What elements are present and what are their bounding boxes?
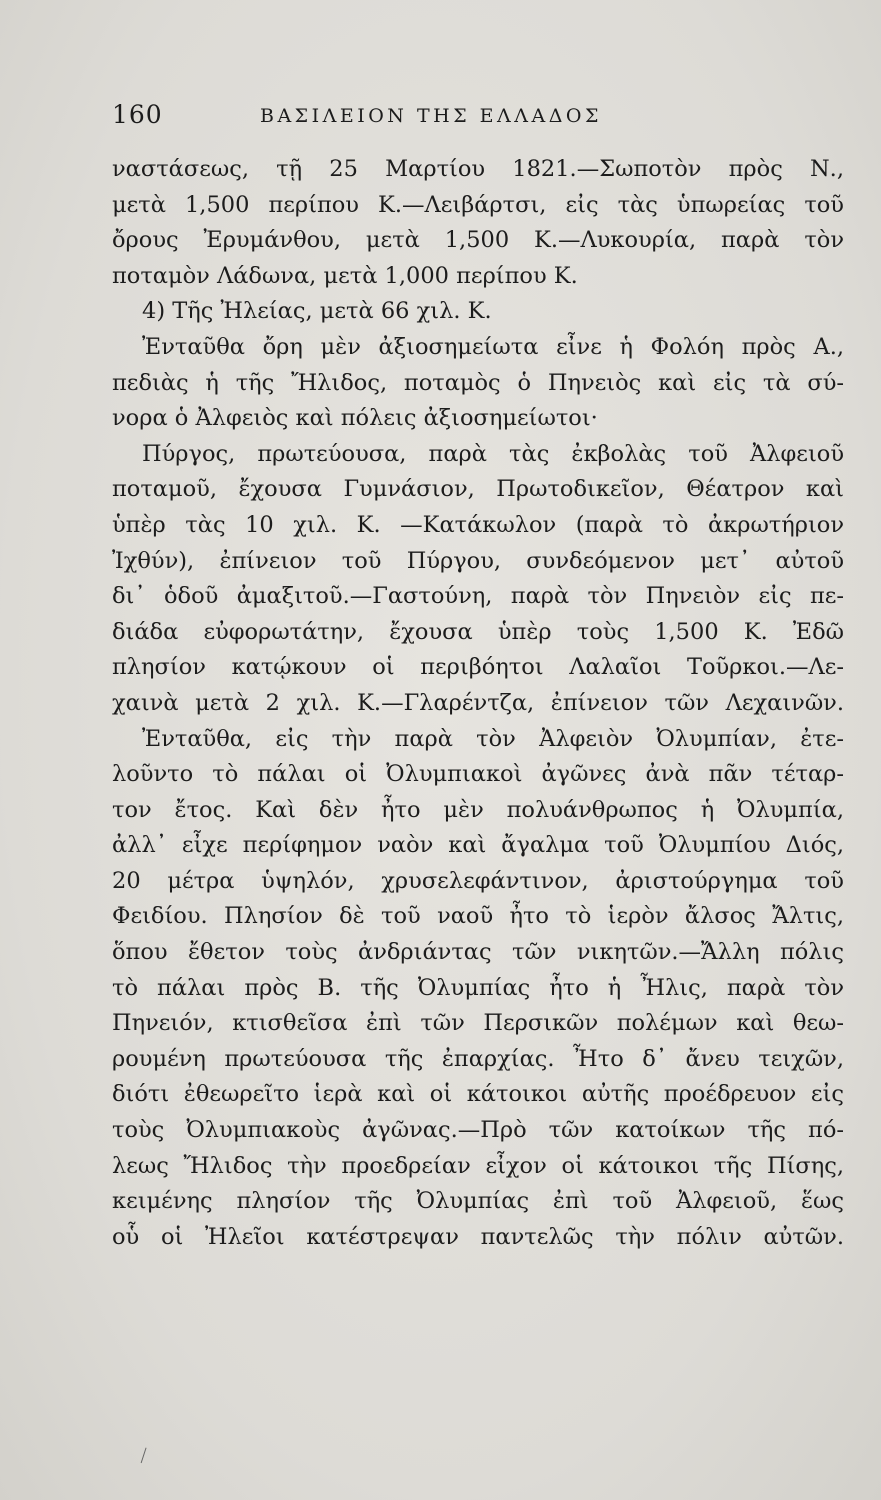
text-line: οὗ οἱ Ἠλεῖοι κατέστρεψαν παντελῶς τὴν πόλιν αὐτῶν. (112, 1223, 844, 1250)
running-head: ΒΑΣΙΛΕΙΟΝ ΤΗΣ ΕΛΛΑΔΟΣ (260, 105, 602, 127)
text-line: Ἰχθύν), ἐπίνειον τοῦ Πύργου, συνδεόμενον μετ᾽ αὐτοῦ (112, 547, 844, 574)
text-line: δι᾽ ὁδοῦ ἀμαξιτοῦ.—Γαστούνη, παρὰ τὸν Πηνειὸν εἰς πε- (112, 583, 844, 610)
text-line: ὄρους Ἐρυμάνθου, μετὰ 1,500 Κ.—Λυκουρία, παρὰ τὸν (112, 227, 844, 254)
text-line: ποταμοῦ, ἔχουσα Γυμνάσιον, Πρωτοδικεῖον, Θέατρον καὶ (112, 476, 844, 503)
text-line: τὸ πάλαι πρὸς Β. τῆς Ὀλυμπίας ἦτο ἡ Ἦλις, παρὰ τὸν (112, 974, 844, 1001)
section-heading: 4) Τῆς Ἠλείας, μετὰ 66 χιλ. Κ. (142, 298, 492, 325)
body-text (112, 152, 844, 1255)
text-line: Ἐνταῦθα ὄρη μὲν ἀξιοσημείωτα εἶνε ἡ Φολόη πρὸς Α., (142, 333, 844, 360)
page-header (112, 100, 842, 140)
text-line: ναστάσεως, τῇ 25 Μαρτίου 1821.—Σωποτὸν πρὸς Ν., (112, 156, 844, 182)
pencil-mark (141, 1448, 151, 1465)
text-line: ὑπὲρ τὰς 10 χιλ. Κ. —Κατάκωλον (παρὰ τὸ ἀκρωτήριον (112, 511, 844, 538)
text-line: νορα ὁ Ἀλφειὸς καὶ πόλεις ἀξιοσημείωτοι· (112, 405, 598, 432)
text-line: χαινὰ μετὰ 2 χιλ. Κ.—Γλαρέντζα, ἐπίνειον τῶν Λεχαινῶν. (112, 689, 844, 716)
text-line: Φειδίου. Πλησίον δὲ τοῦ ναοῦ ἦτο τὸ ἱερὸν ἄλσος Ἄλτις, (112, 903, 844, 930)
text-line: 20 μέτρα ὑψηλόν, χρυσελεφάντινον, ἀριστούργημα τοῦ (112, 867, 844, 894)
text-line: Πηνειόν, κτισθεῖσα ἐπὶ τῶν Περσικῶν πολέμων καὶ θεω- (112, 1010, 844, 1037)
text-line: ρουμένη πρωτεύουσα τῆς ἐπαρχίας. Ἦτο δ᾽ ἄνευ τειχῶν, (112, 1045, 844, 1072)
text-line: λοῦντο τὸ πάλαι οἱ Ὀλυμπιακοὶ ἀγῶνες ἀνὰ πᾶν τέταρ- (112, 761, 844, 788)
text-line: ἀλλ᾽ εἶχε περίφημον ναὸν καὶ ἄγαλμα τοῦ Ὀλυμπίου Διός, (112, 832, 844, 859)
text-line: ὅπου ἔθετον τοὺς ἀνδριάντας τῶν νικητῶν.—Ἄλλη πόλις (112, 939, 844, 966)
text-line: διάδα εὐφορωτάτην, ἔχουσα ὑπὲρ τοὺς 1,500 Κ. Ἐδῶ (112, 618, 844, 645)
text-line: Ἐνταῦθα, εἰς τὴν παρὰ τὸν Ἀλφειὸν Ὀλυμπίαν, ἐτε- (142, 725, 844, 752)
text-line: διότι ἐθεωρεῖτο ἱερὰ καὶ οἱ κάτοικοι αὐτῆς προέδρευον εἰς (112, 1081, 844, 1108)
text-line: Πύργος, πρωτεύουσα, παρὰ τὰς ἐκβολὰς τοῦ Ἀλφειοῦ (142, 440, 844, 467)
text-line: πεδιὰς ἡ τῆς Ἤλιδος, ποταμὸς ὁ Πηνειὸς καὶ εἰς τὰ σύ- (112, 369, 844, 396)
text-line: τον ἔτος. Καὶ δὲν ἦτο μὲν πολυάνθρωπος ἡ Ὀλυμπία, (112, 796, 844, 823)
page-number: 160 (112, 100, 163, 129)
text-line: λεως Ἤλιδος τὴν προεδρείαν εἶχον οἱ κάτοικοι τῆς Πίσης, (112, 1152, 844, 1179)
text-line: ποταμὸν Λάδωνα, μετὰ 1,000 περίπου Κ. (112, 262, 578, 289)
text-line: μετὰ 1,500 περίπου Κ.—Λειβάρτσι, εἰς τὰς ὑπωρείας τοῦ (112, 191, 844, 218)
text-line: κειμένης πλησίον τῆς Ὀλυμπίας ἐπὶ τοῦ Ἀλφειοῦ, ἕως (112, 1188, 844, 1215)
text-line: τοὺς Ὀλυμπιακοὺς ἀγῶνας.—Πρὸ τῶν κατοίκων τῆς πό- (112, 1117, 844, 1144)
text-line: πλησίον κατῴκουν οἱ περιβόητοι Λαλαῖοι Τοῦρκοι.—Λε- (112, 654, 844, 681)
